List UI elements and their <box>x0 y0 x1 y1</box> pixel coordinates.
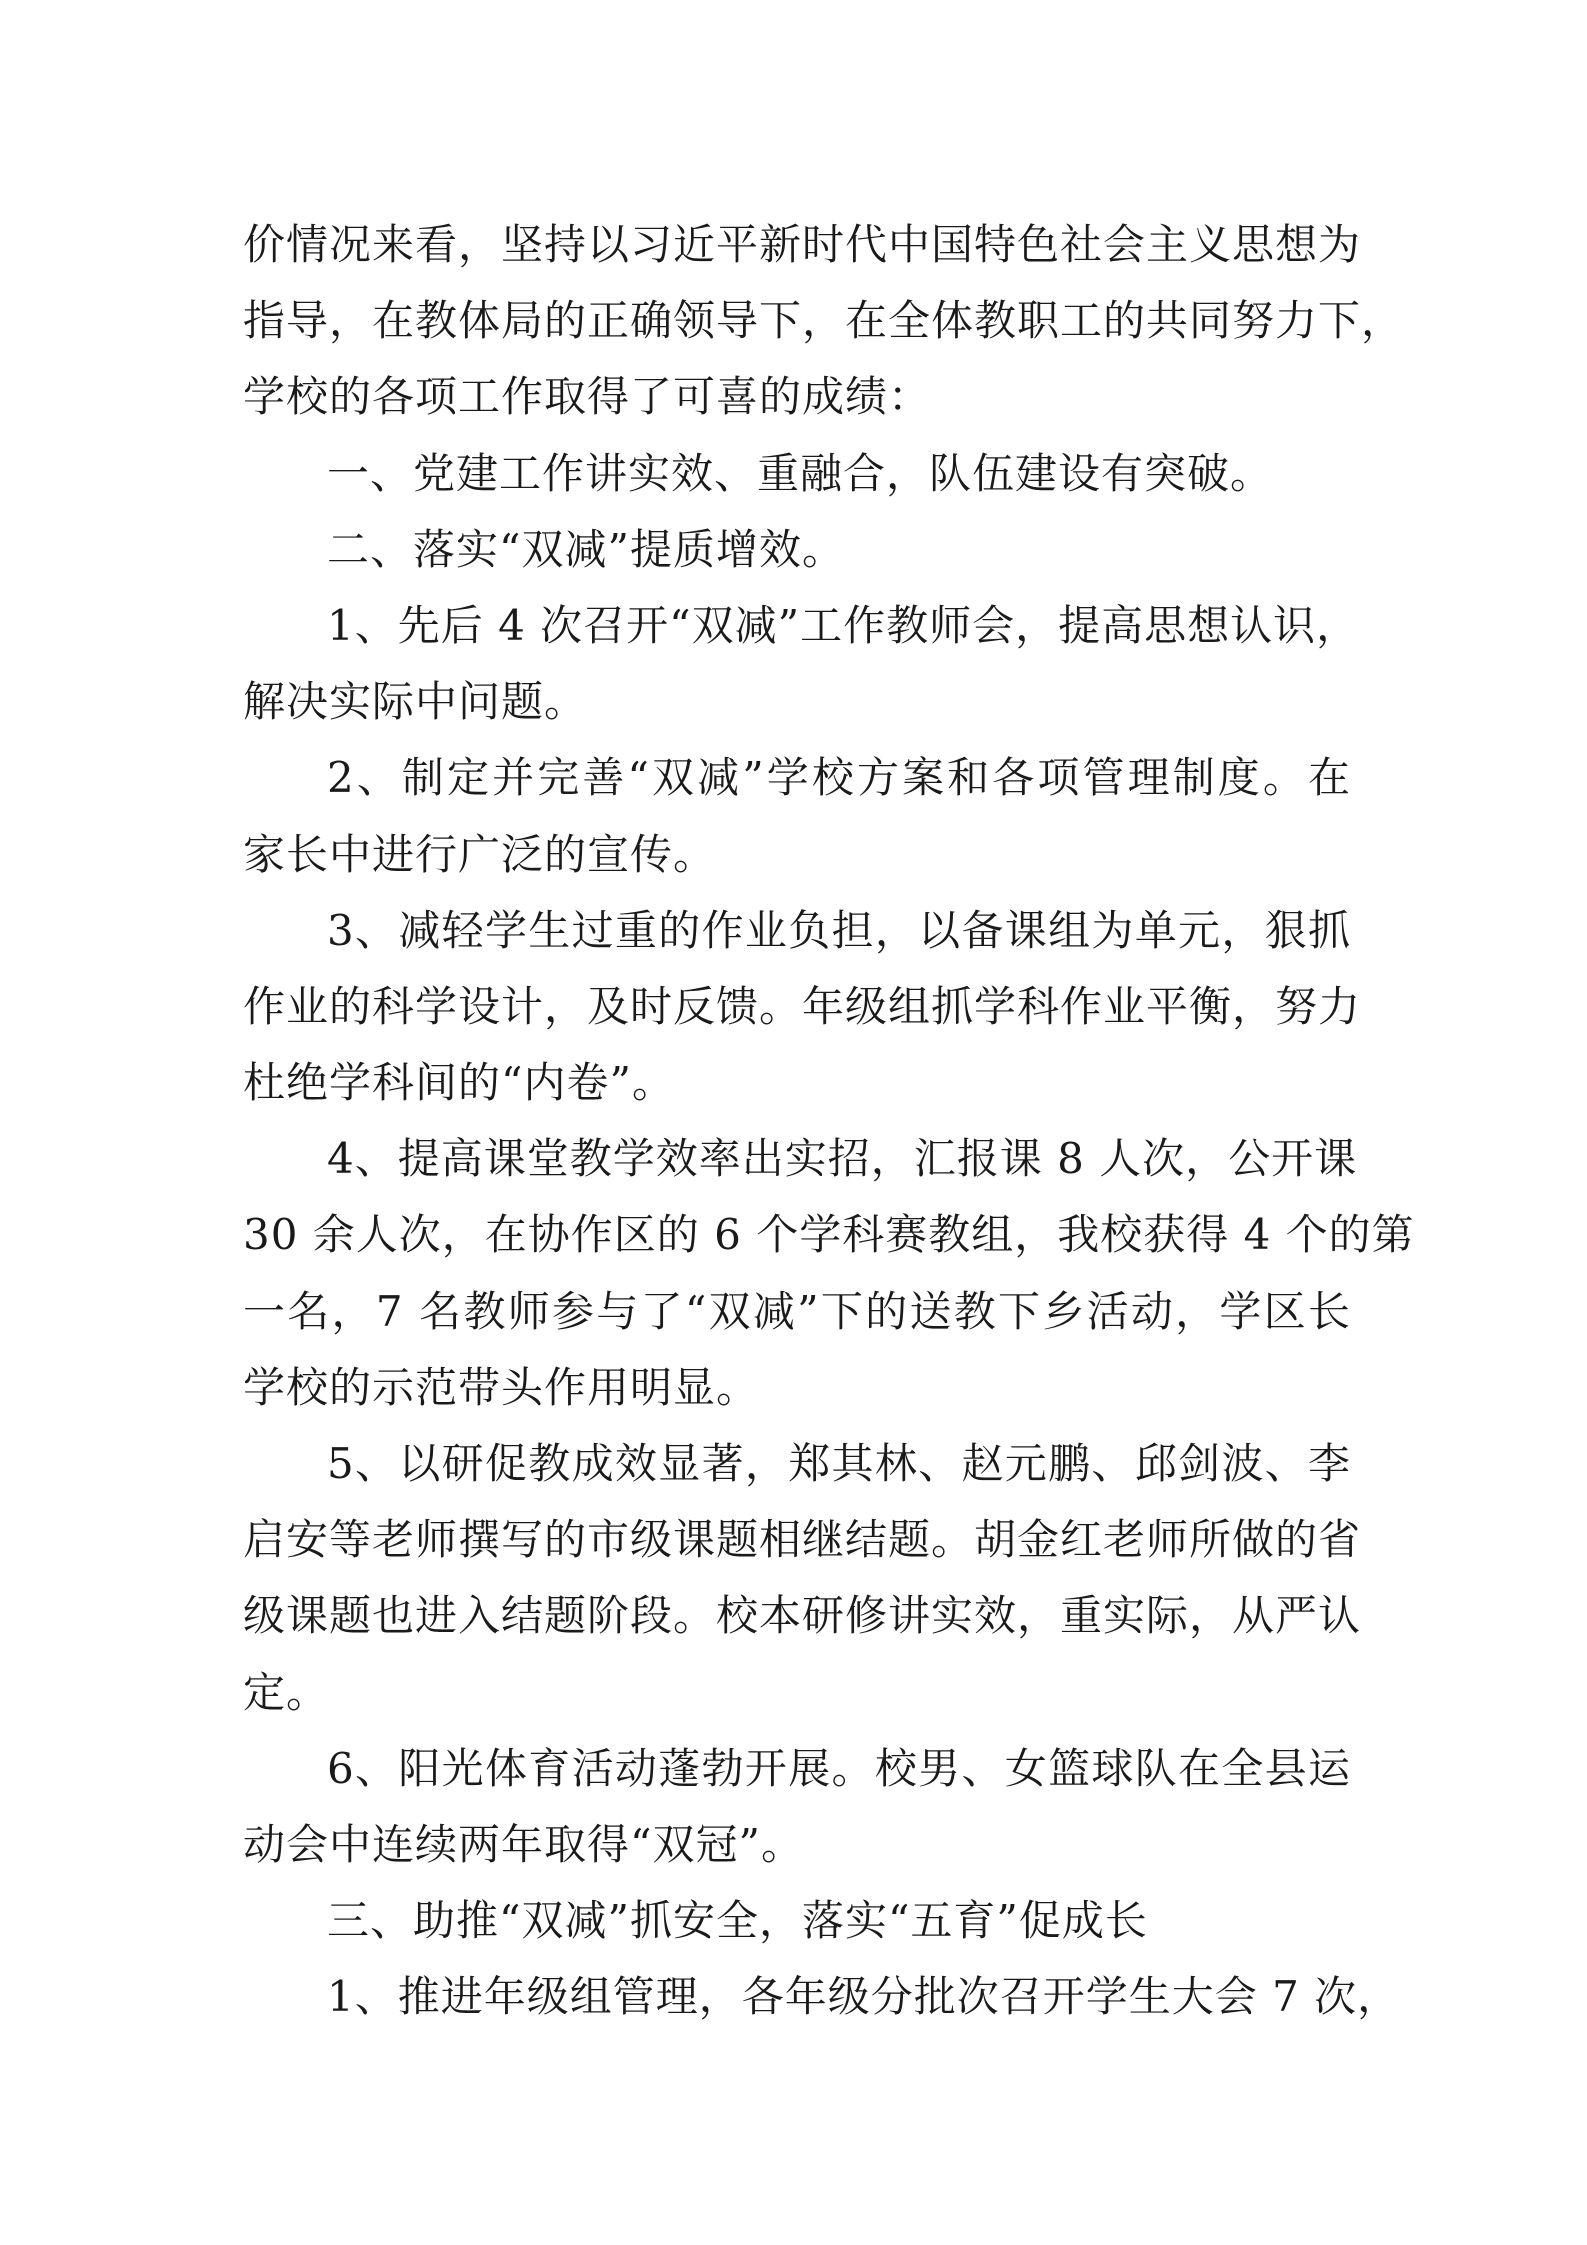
section-heading-2: 二、落实“双减”提质增效。 <box>327 524 845 574</box>
list-item-5: 5、以研促教成效显著，郑其林、赵元鹏、邱剑波、李 <box>327 1439 1351 1488</box>
list-item-2: 2、制定并完善“双减”学校方案和各项管理制度。在 <box>327 753 1351 803</box>
text-line: 一名，7 名教师参与了“双减”下的送教下乡活动，学区长 <box>243 1286 1351 1336</box>
list-item-1: 1、先后 4 次召开“双减”工作教师会，提高思想认识， <box>327 600 1360 650</box>
text-line: 级课题也进入结题阶段。校本研修讲实效，重实际，从严认 <box>243 1591 1362 1641</box>
text-line: 学校的示范带头作用明显。 <box>243 1362 760 1412</box>
text-line: 30 余人次，在协作区的 6 个学科赛教组，我校获得 4 个的第 <box>243 1210 1415 1260</box>
list-item-1: 1、推进年级组管理，各年级分批次召开学生大会 7 次， <box>327 1972 1401 2022</box>
list-item-6: 6、阳光体育活动蓬勃开展。校男、女篮球队在全县运 <box>327 1743 1351 1793</box>
text-line: 学校的各项工作取得了可喜的成绩： <box>243 372 932 422</box>
list-item-4: 4、提高课堂教学效率出实招，汇报课 8 人次，公开课 <box>327 1134 1358 1184</box>
body-text <box>243 207 1415 2036</box>
text-line: 动会中连续两年取得“双冠”。 <box>243 1819 804 1869</box>
text-line: 指导，在教体局的正确领导下，在全体教职工的共同努力下， <box>243 296 1405 346</box>
text-line: 启安等老师撰写的市级课题相继结题。胡金红老师所做的省 <box>243 1515 1362 1565</box>
text-line: 价情况来看，坚持以习近平新时代中国特色社会主义思想为 <box>243 220 1362 269</box>
list-item-3: 3、减轻学生过重的作业负担，以备课组为单元，狠抓 <box>327 905 1351 955</box>
section-heading-3: 三、助推“双减”抓安全，落实“五育”促成长 <box>327 1896 1148 1946</box>
section-heading-1: 一、党建工作讲实效、重融合，队伍建设有突破。 <box>327 448 1274 498</box>
text-line: 家长中进行广泛的宣传。 <box>243 829 717 879</box>
text-line: 定。 <box>243 1667 330 1717</box>
text-line: 作业的科学设计，及时反馈。年级组抓学科作业平衡，努力 <box>243 981 1362 1031</box>
text-line: 杜绝学科间的“内卷”。 <box>243 1058 675 1108</box>
text-line: 解决实际中问题。 <box>243 677 588 727</box>
